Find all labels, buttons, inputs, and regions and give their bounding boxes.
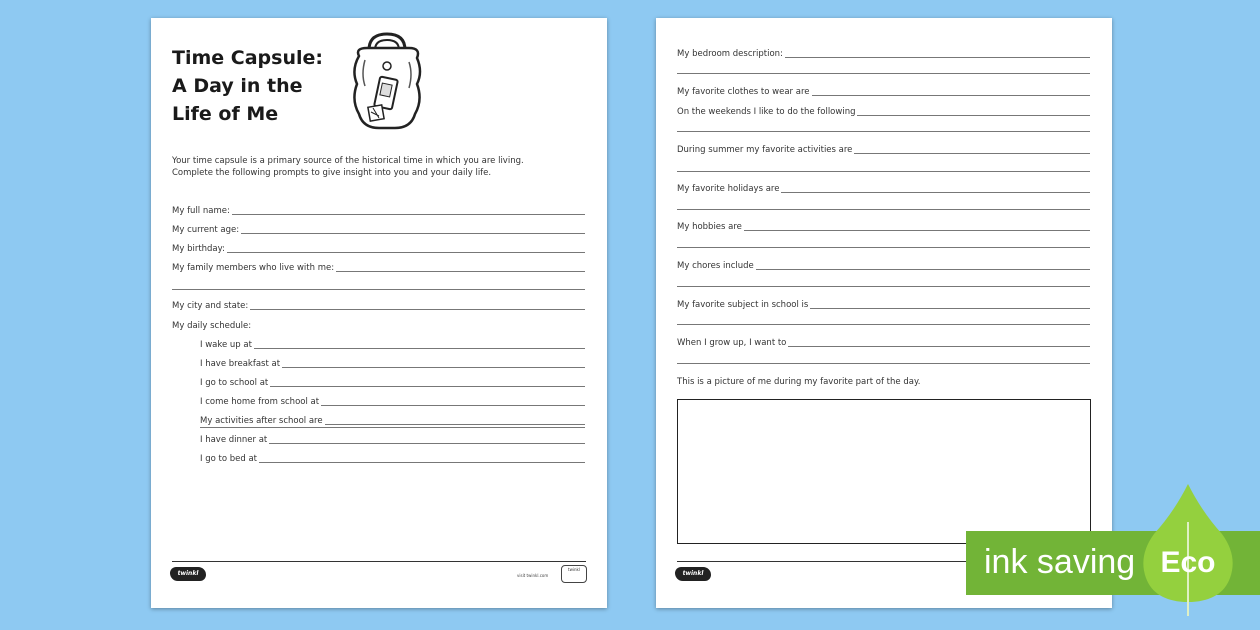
answer-line: [250, 309, 585, 310]
family-members-label: My family members who live with me:: [172, 263, 335, 273]
activities-extra-line[interactable]: [200, 427, 585, 428]
come-home-label: I come home from school at: [200, 397, 320, 407]
answer-line: [232, 214, 585, 215]
worksheet-title: [172, 44, 323, 128]
subject-extra-line[interactable]: [677, 324, 1090, 325]
current-age-field[interactable]: [172, 223, 585, 235]
wake-up-label: I wake up at: [200, 340, 252, 350]
holidays-field[interactable]: [677, 182, 1090, 194]
dinner-label: I have dinner at: [200, 435, 268, 445]
weekends-label: On the weekends I like to do the following: [677, 107, 856, 117]
time-capsule-icon: [347, 28, 427, 138]
family-members-extra-line[interactable]: [172, 289, 585, 290]
answer-line: [756, 269, 1090, 270]
answer-line: [788, 346, 1090, 347]
answer-line: [254, 348, 585, 349]
school-field[interactable]: [200, 376, 585, 388]
come-home-field[interactable]: [200, 395, 585, 407]
title-line-1: Time Capsule:: [172, 47, 323, 69]
city-state-field[interactable]: [172, 299, 585, 311]
answer-line: [321, 405, 585, 406]
full-name-label: My full name:: [172, 206, 230, 216]
hobbies-label: My hobbies are: [677, 222, 742, 232]
full-name-field[interactable]: [172, 204, 585, 216]
daily-schedule-heading: [172, 319, 585, 331]
intro-text: [172, 155, 572, 179]
bedroom-label: My bedroom description:: [677, 49, 783, 59]
birthday-label: My birthday:: [172, 244, 225, 254]
bed-field[interactable]: [200, 452, 585, 464]
worksheet-page-left: [151, 18, 607, 608]
weekends-extra-line[interactable]: [677, 131, 1090, 132]
hobbies-field[interactable]: [677, 220, 1090, 232]
worksheet-page-right: [656, 18, 1112, 608]
breakfast-field[interactable]: [200, 357, 585, 369]
holidays-label: My favorite holidays are: [677, 184, 780, 194]
current-age-label: My current age:: [172, 225, 240, 235]
drawing-box[interactable]: [677, 399, 1091, 544]
summer-field[interactable]: [677, 143, 1090, 155]
footer-badge: twinkl: [561, 565, 587, 583]
daily-schedule-label: My daily schedule:: [172, 321, 252, 331]
grow-up-field[interactable]: [677, 336, 1090, 348]
ink-saving-text: ink saving: [984, 543, 1136, 581]
answer-line: [781, 192, 1090, 193]
hobbies-extra-line[interactable]: [677, 247, 1090, 248]
clothes-field[interactable]: [677, 85, 1090, 97]
chores-extra-line[interactable]: [677, 286, 1090, 287]
twinkl-logo: twinkl: [170, 567, 206, 581]
answer-line: [259, 462, 585, 463]
twinkl-logo: twinkl: [675, 567, 711, 581]
answer-line: [241, 233, 585, 234]
grow-up-extra-line[interactable]: [677, 363, 1090, 364]
clothes-label: My favorite clothes to wear are: [677, 87, 810, 97]
bed-label: I go to bed at: [200, 454, 258, 464]
holidays-extra-line[interactable]: [677, 209, 1090, 210]
bedroom-extra-line[interactable]: [677, 73, 1090, 74]
eco-leaf-label: Eco: [1160, 546, 1216, 579]
chores-field[interactable]: [677, 259, 1090, 271]
subject-label: My favorite subject in school is: [677, 300, 809, 310]
wake-up-field[interactable]: [200, 338, 585, 350]
dinner-field[interactable]: [200, 433, 585, 445]
summer-label: During summer my favorite activities are: [677, 145, 853, 155]
city-state-label: My city and state:: [172, 301, 249, 311]
answer-line: [854, 153, 1090, 154]
footer-url: visit twinkl.com: [517, 573, 549, 578]
answer-line: [810, 308, 1090, 309]
answer-line: [227, 252, 585, 253]
footer-divider: [172, 561, 586, 562]
weekends-field[interactable]: [677, 105, 1090, 117]
activities-label: My activities after school are: [200, 416, 323, 426]
picture-caption: [677, 375, 1090, 387]
grow-up-label: When I grow up, I want to: [677, 338, 787, 348]
activities-field[interactable]: [200, 414, 585, 426]
title-line-2: A Day in the: [172, 75, 303, 97]
answer-line: [282, 367, 585, 368]
chores-label: My chores include: [677, 261, 754, 271]
answer-line: [336, 271, 585, 272]
intro-line-1: Your time capsule is a primary source of the historical time in which you are living.: [172, 156, 524, 166]
school-label: I go to school at: [200, 378, 269, 388]
answer-line: [269, 443, 585, 444]
answer-line: [270, 386, 585, 387]
family-members-field[interactable]: [172, 261, 585, 273]
breakfast-label: I have breakfast at: [200, 359, 281, 369]
answer-line: [785, 57, 1090, 58]
summer-extra-line[interactable]: [677, 171, 1090, 172]
answer-line: [744, 230, 1090, 231]
answer-line: [325, 424, 585, 425]
subject-field[interactable]: [677, 298, 1090, 310]
bedroom-field[interactable]: [677, 47, 1090, 59]
title-line-3: Life of Me: [172, 103, 279, 125]
answer-line: [812, 95, 1090, 96]
picture-label: This is a picture of me during my favorite part of the day.: [677, 377, 921, 387]
intro-line-2: Complete the following prompts to give insight into you and your daily life.: [172, 168, 492, 178]
eco-leaf-icon: [1140, 482, 1236, 618]
answer-line: [857, 115, 1090, 116]
birthday-field[interactable]: [172, 242, 585, 254]
